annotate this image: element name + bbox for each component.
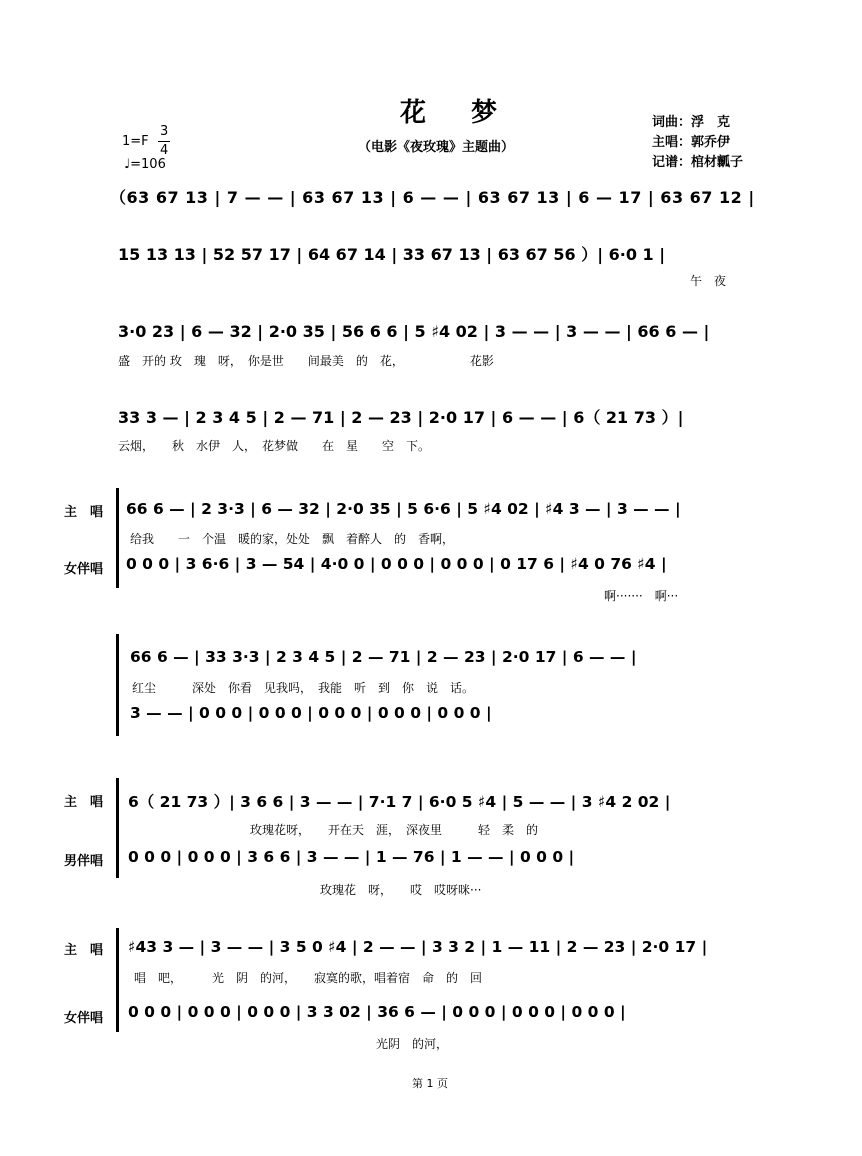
- time-signature-bar: [158, 141, 170, 142]
- system-7-label-lead: 主 唱: [64, 795, 104, 810]
- system-5-female-notes: 0 0 0 | 3 6·6 | 3 — 54 | 4·0 0 | 0 0 0 | 0 0 0 | 0 17 6 | ♯4 0 76 ♯4 |: [126, 555, 667, 573]
- system-7-male-lyrics: 玫瑰花 呀， 哎 哎呀咪···: [320, 883, 482, 897]
- system-6-bracket: [116, 634, 119, 736]
- system-8-lead-lyrics: 唱 吧， 光 阴 的河， 寂寞的歌，唱着宿 命 的 回: [134, 971, 483, 985]
- system-8-bracket: [116, 928, 119, 1032]
- system-5-label-lead: 主 唱: [64, 505, 104, 520]
- system-5-female-lyrics: 啊······· 啊···: [604, 589, 679, 603]
- system-2-lyrics: 午 夜: [690, 274, 727, 288]
- system-4-lyrics: 云烟， 秋 水伊 人， 花梦做 在 星 空 下。: [118, 439, 431, 453]
- system-4-notes: 33 3 — | 2 3 4 5 | 2 — 71 | 2 — 23 | 2·0 17 | 6 — — | 6（ 21 73 ）|: [118, 408, 684, 427]
- credits-block: [652, 113, 743, 173]
- time-signature-denominator: 4: [160, 143, 169, 158]
- song-subtitle: （电影《夜玫瑰》主题曲）: [358, 140, 515, 155]
- system-5-label-female: 女伴唱: [64, 562, 104, 577]
- credit-singer: 主唱：郭乔伊: [652, 135, 731, 150]
- system-8-label-female: 女伴唱: [64, 1011, 104, 1026]
- system-7-lead-notes: 6（ 21 73 ）| 3 6 6 | 3 — — | 7·1 7 | 6·0 5 ♯4 | 5 — — | 3 ♯4 2 02 |: [128, 793, 671, 811]
- key-signature: 1=F: [122, 134, 149, 149]
- song-title: 花 梦: [400, 98, 516, 128]
- system-7-lead-lyrics: 玫瑰花呀， 开在天 涯， 深夜里 轻 柔 的: [250, 823, 539, 837]
- system-8-lead-notes: ♯43 3 — | 3 — — | 3 5 0 ♯4 | 2 — — | 3 3 2 | 1 — 11 | 2 — 23 | 2·0 17 |: [128, 938, 708, 956]
- system-6-lead-lyrics: 红尘 深处 你看 见我吗， 我能 听 到 你 说 话。: [132, 681, 475, 695]
- credit-lyrics-music: 词曲：浮 克: [652, 115, 731, 130]
- time-signature-numerator: 3: [160, 124, 169, 139]
- system-8-female-notes: 0 0 0 | 0 0 0 | 0 0 0 | 3 3 02 | 36 6 — | 0 0 0 | 0 0 0 | 0 0 0 |: [128, 1003, 626, 1021]
- system-3-notes: 3·0 23 | 6 — 32 | 2·0 35 | 56 6 6 | 5 ♯4 02 | 3 — — | 3 — — | 66 6 — |: [118, 322, 710, 341]
- system-7-male-notes: 0 0 0 | 0 0 0 | 3 6 6 | 3 — — | 1 — 76 | 1 — — | 0 0 0 |: [128, 848, 575, 866]
- system-6-second-notes: 3 — — | 0 0 0 | 0 0 0 | 0 0 0 | 0 0 0 | 0 0 0 |: [130, 704, 492, 722]
- page-number: 第 1 页: [412, 1077, 448, 1090]
- system-8-label-lead: 主 唱: [64, 943, 104, 958]
- quarter-note-icon: ♩: [124, 157, 131, 172]
- system-3-lyrics: 盛 开的 玫 瑰 呀， 你是世 间最美 的 花， 花影: [118, 354, 494, 368]
- system-8-female-lyrics: 光阴 的河，: [376, 1037, 449, 1051]
- system-5-lead-notes: 66 6 — | 2 3·3 | 6 — 32 | 2·0 35 | 5 6·6 | 5 ♯4 02 | ♯4 3 — | 3 — — |: [126, 500, 681, 518]
- system-5-lead-lyrics: 给我 一 个温 暖的家，处处 飘 着醉人 的 香啊，: [130, 532, 455, 546]
- system-1-notes: （63 67 13 | 7 — — | 63 67 13 | 6 — — | 63 67 13 | 6 — 17 | 63 67 12 |: [110, 188, 755, 207]
- system-5-bracket: [116, 488, 119, 588]
- system-7-label-male: 男伴唱: [64, 854, 104, 869]
- credit-transcriber: 记谱：棺材瓤子: [652, 155, 744, 170]
- system-6-lead-notes: 66 6 — | 33 3·3 | 2 3 4 5 | 2 — 71 | 2 — 23 | 2·0 17 | 6 — — |: [130, 648, 637, 666]
- system-2-notes: 15 13 13 | 52 57 17 | 64 67 14 | 33 67 13 | 63 67 56 ）| 6·0 1 |: [118, 245, 666, 264]
- tempo-marking: ♩=106: [124, 157, 166, 172]
- system-7-bracket: [116, 778, 119, 878]
